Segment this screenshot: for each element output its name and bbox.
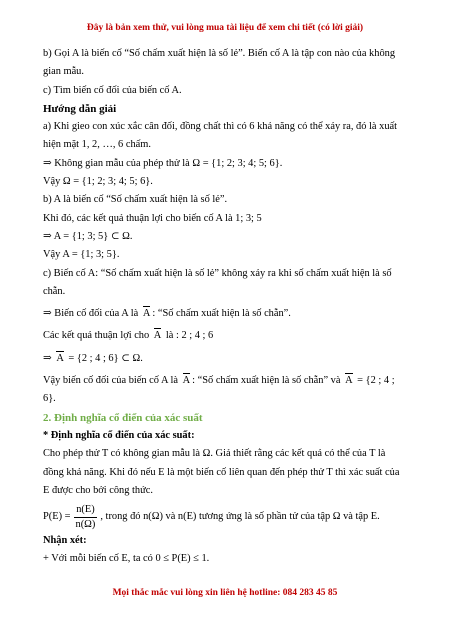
answer-c-complement: ⇒ Biến cố đối của A là A : “Số chấm xuất hiện là số chẵn”. xyxy=(43,304,407,323)
solution-heading: Hướng dẫn giải xyxy=(43,102,117,115)
answer-c-outcomes: Các kết quả thuận lợi cho A là : 2 ; 4 ; 6 xyxy=(43,326,407,345)
remark-1: + Với mỗi biến cố E, ta có 0 ≤ P(E) ≤ 1. xyxy=(43,553,210,565)
answer-b-text: b) A là biến cố “Số chấm xuất hiện là số lẻ”. xyxy=(43,194,228,206)
hotline-banner: Mọi thắc mắc vui lòng xin liên hệ hotline: 084 283 45 85 xyxy=(112,588,338,598)
section-2-title: 2. Định nghĩa cổ điển của xác suất xyxy=(43,411,203,424)
a-bar-symbol: A xyxy=(56,349,64,368)
a-bar-symbol: A xyxy=(154,326,162,345)
preview-banner: Đây là bản xem thử, vui lòng mua tài liệu để xem chi tiết (có lời giải) xyxy=(86,23,364,33)
definition-text: Cho phép thử T có không gian mẫu là Ω. Giả thiết rằng các kết quả có thể của T là đồng khả năng. Khi đó nếu E là một biến cố liên quan đến phép thử T thì xác suất của E được cho bởi công thức. xyxy=(43,448,400,496)
a-bar-symbol: A xyxy=(143,304,151,323)
question-b: b) Gọi A là biến cố “Số chấm xuất hiện là số lẻ”. Biến cố A là tập con nào của không gian mẫu. xyxy=(43,48,396,78)
answer-b-conclusion: Vậy A = {1; 3; 5}. xyxy=(43,249,120,261)
answer-c-text: c) Biến cố A: “Số chấm xuất hiện là số lẻ” không xảy ra khi số chấm xuất hiện là số chẵn. xyxy=(43,267,392,297)
answer-a-sample-space: ⇒ Không gian mẫu của phép thử là Ω = {1; 2; 3; 4; 5; 6}. xyxy=(43,157,283,169)
formula-fraction xyxy=(74,503,98,532)
formula-numerator: n(E) xyxy=(74,503,96,518)
probability-formula: P(E) = $\frac{n(E)}{n(\Omega)}$ , trong đó n(Ω) và n(E) tương ứng là số phần tử của tập Ω và tập E. xyxy=(43,504,380,531)
answer-b-set: ⇒ A = {1; 3; 5} ⊂ Ω. xyxy=(43,230,133,242)
a-bar-symbol: A xyxy=(183,371,191,390)
document-body xyxy=(43,45,407,569)
formula-denominator: n(Ω) xyxy=(75,519,96,531)
answer-a-text: a) Khi gieo con xúc xắc cân đối, đồng chất thì có 6 khả năng có thể xảy ra, đó là xuất hiện mặt 1, 2, …, 6 chấm. xyxy=(43,121,398,151)
definition-title: * Định nghĩa cổ điển của xác suất: xyxy=(43,429,195,441)
a-bar-symbol: A xyxy=(345,371,353,390)
answer-c-conclusion: Vậy biến cố đối của biến cố A là A : “Số chấm xuất hiện là số chẵn” và A = {2 ; 4 ; 6}. xyxy=(43,371,407,409)
remark-title: Nhận xét: xyxy=(43,535,87,547)
question-c: c) Tìm biến cố đối của biến cố A. xyxy=(43,84,182,96)
answer-a-conclusion: Vậy Ω = {1; 2; 3; 4; 5; 6}. xyxy=(43,176,153,188)
answer-c-set: ⇒ A = {2 ; 4 ; 6} ⊂ Ω. xyxy=(43,349,407,368)
answer-b-outcomes: Khi đó, các kết quả thuận lợi cho biến cố A là 1; 3; 5 xyxy=(43,212,262,224)
